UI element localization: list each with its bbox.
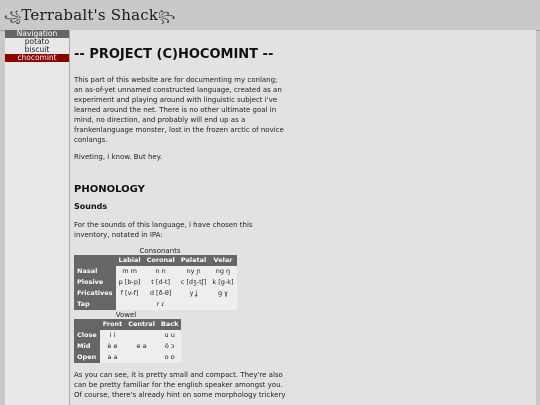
consonant-col-header: Velar xyxy=(209,255,236,266)
nav-item-potato[interactable]: potato xyxy=(5,38,69,46)
site-title: Terrabalt's Shack xyxy=(21,6,159,24)
consonant-row-header: Nasal xyxy=(74,266,116,277)
site-header xyxy=(0,0,540,31)
consonant-cell: m m xyxy=(116,266,144,277)
vowel-col-header: Front xyxy=(100,319,125,330)
intro-paragraph: This part of this website are for documenting my conlang; an as-of-yet unnamed constructed language, created as an experiment and playing around with linguistic subject i've learned around the net. There is no other ultimate goal in mind, no direction, and probably will end up as a frankenlanguage monster, lost in the frozen arctic of novice conlangs. xyxy=(74,76,284,144)
consonant-cell xyxy=(209,299,236,310)
sidebar-background xyxy=(5,62,69,405)
ornament-right-icon: ꧂ xyxy=(158,10,176,23)
ornament-left-icon: ꧁ xyxy=(4,10,22,23)
consonant-cell: t [d-t] xyxy=(144,277,178,288)
consonant-cell: k [g-k] xyxy=(209,277,236,288)
consonant-cell: ng ŋ xyxy=(209,266,236,277)
vowel-cell: o ɒ xyxy=(158,352,182,363)
consonant-table-caption: Consonants xyxy=(139,247,181,255)
consonant-row xyxy=(74,299,237,310)
vowel-row xyxy=(74,341,181,352)
vowel-col-header xyxy=(74,319,100,330)
vowel-cell: u u xyxy=(158,330,182,341)
vowel-header-row xyxy=(74,319,181,330)
consonant-row-header: Fricatives xyxy=(74,288,116,299)
vowel-cell: è e xyxy=(100,341,125,352)
consonant-col-header: Palatal xyxy=(178,255,210,266)
consonant-cell: n n xyxy=(144,266,178,277)
vowel-cell: e ə xyxy=(125,341,158,352)
vowel-cell: ö ɔ xyxy=(158,341,182,352)
nav-item-chocomint[interactable]: chocomint xyxy=(5,54,69,62)
nav-heading: Navigation xyxy=(5,30,69,38)
vowel-row-header: Mid xyxy=(74,341,100,352)
consonant-cell: p [b-p] xyxy=(116,277,144,288)
consonant-cell xyxy=(178,299,210,310)
vowel-table-wrapper xyxy=(74,311,178,363)
riveting-paragraph: Riveting, i know. But hey. xyxy=(74,153,163,161)
vowel-row xyxy=(74,330,181,341)
consonant-cell: r ɾ xyxy=(144,299,178,310)
main-content xyxy=(69,30,536,405)
consonant-col-header xyxy=(74,255,116,266)
consonant-row xyxy=(74,288,237,299)
vowel-cell xyxy=(125,330,158,341)
consonant-cell: y ʝ xyxy=(178,288,210,299)
consonant-cell xyxy=(116,299,144,310)
vowel-row-header: Close xyxy=(74,330,100,341)
subsection-heading-sounds: Sounds xyxy=(74,202,108,211)
consonant-header-row xyxy=(74,255,237,266)
consonant-row-header: Tap xyxy=(74,299,116,310)
consonant-cell: d [ð-θ] xyxy=(144,288,178,299)
sidebar-nav xyxy=(5,30,69,62)
consonant-col-header: Coronal xyxy=(144,255,178,266)
sounds-intro-paragraph: For the sounds of this language, i have chosen this inventory, notated in IPA: xyxy=(74,221,253,239)
closing-paragraph: As you can see, it is pretty small and compact. They're also can be pretty familiar for the english speaker amongst you. Of course, there's already hint on some morphology trickery xyxy=(74,371,286,399)
vowel-col-header: Central xyxy=(125,319,158,330)
consonant-cell: g ɣ xyxy=(209,288,236,299)
vowel-row xyxy=(74,352,181,363)
consonant-cell: c [dʒ-tʃ] xyxy=(178,277,210,288)
section-heading-phonology: PHONOLOGY xyxy=(74,184,145,195)
consonant-row-header: Plosive xyxy=(74,277,116,288)
consonant-col-header: Labial xyxy=(116,255,144,266)
consonant-table xyxy=(74,255,237,310)
vowel-cell xyxy=(125,352,158,363)
consonant-row xyxy=(74,277,237,288)
vowel-col-header: Back xyxy=(158,319,182,330)
page-title: -- PROJECT (C)HOCOMINT -- xyxy=(74,47,274,62)
consonant-cell: ny ɲ xyxy=(178,266,210,277)
nav-item-biscuit[interactable]: biscuit xyxy=(5,46,69,54)
consonant-cell: f [v-f] xyxy=(116,288,144,299)
vowel-cell: i i xyxy=(100,330,125,341)
vowel-cell: a a xyxy=(100,352,125,363)
site-logo[interactable] xyxy=(4,6,176,31)
vowel-table-caption: Vowel xyxy=(115,311,137,319)
consonant-table-wrapper xyxy=(74,247,246,310)
vowel-row-header: Open xyxy=(74,352,100,363)
vowel-table xyxy=(74,319,181,363)
consonant-row xyxy=(74,266,237,277)
